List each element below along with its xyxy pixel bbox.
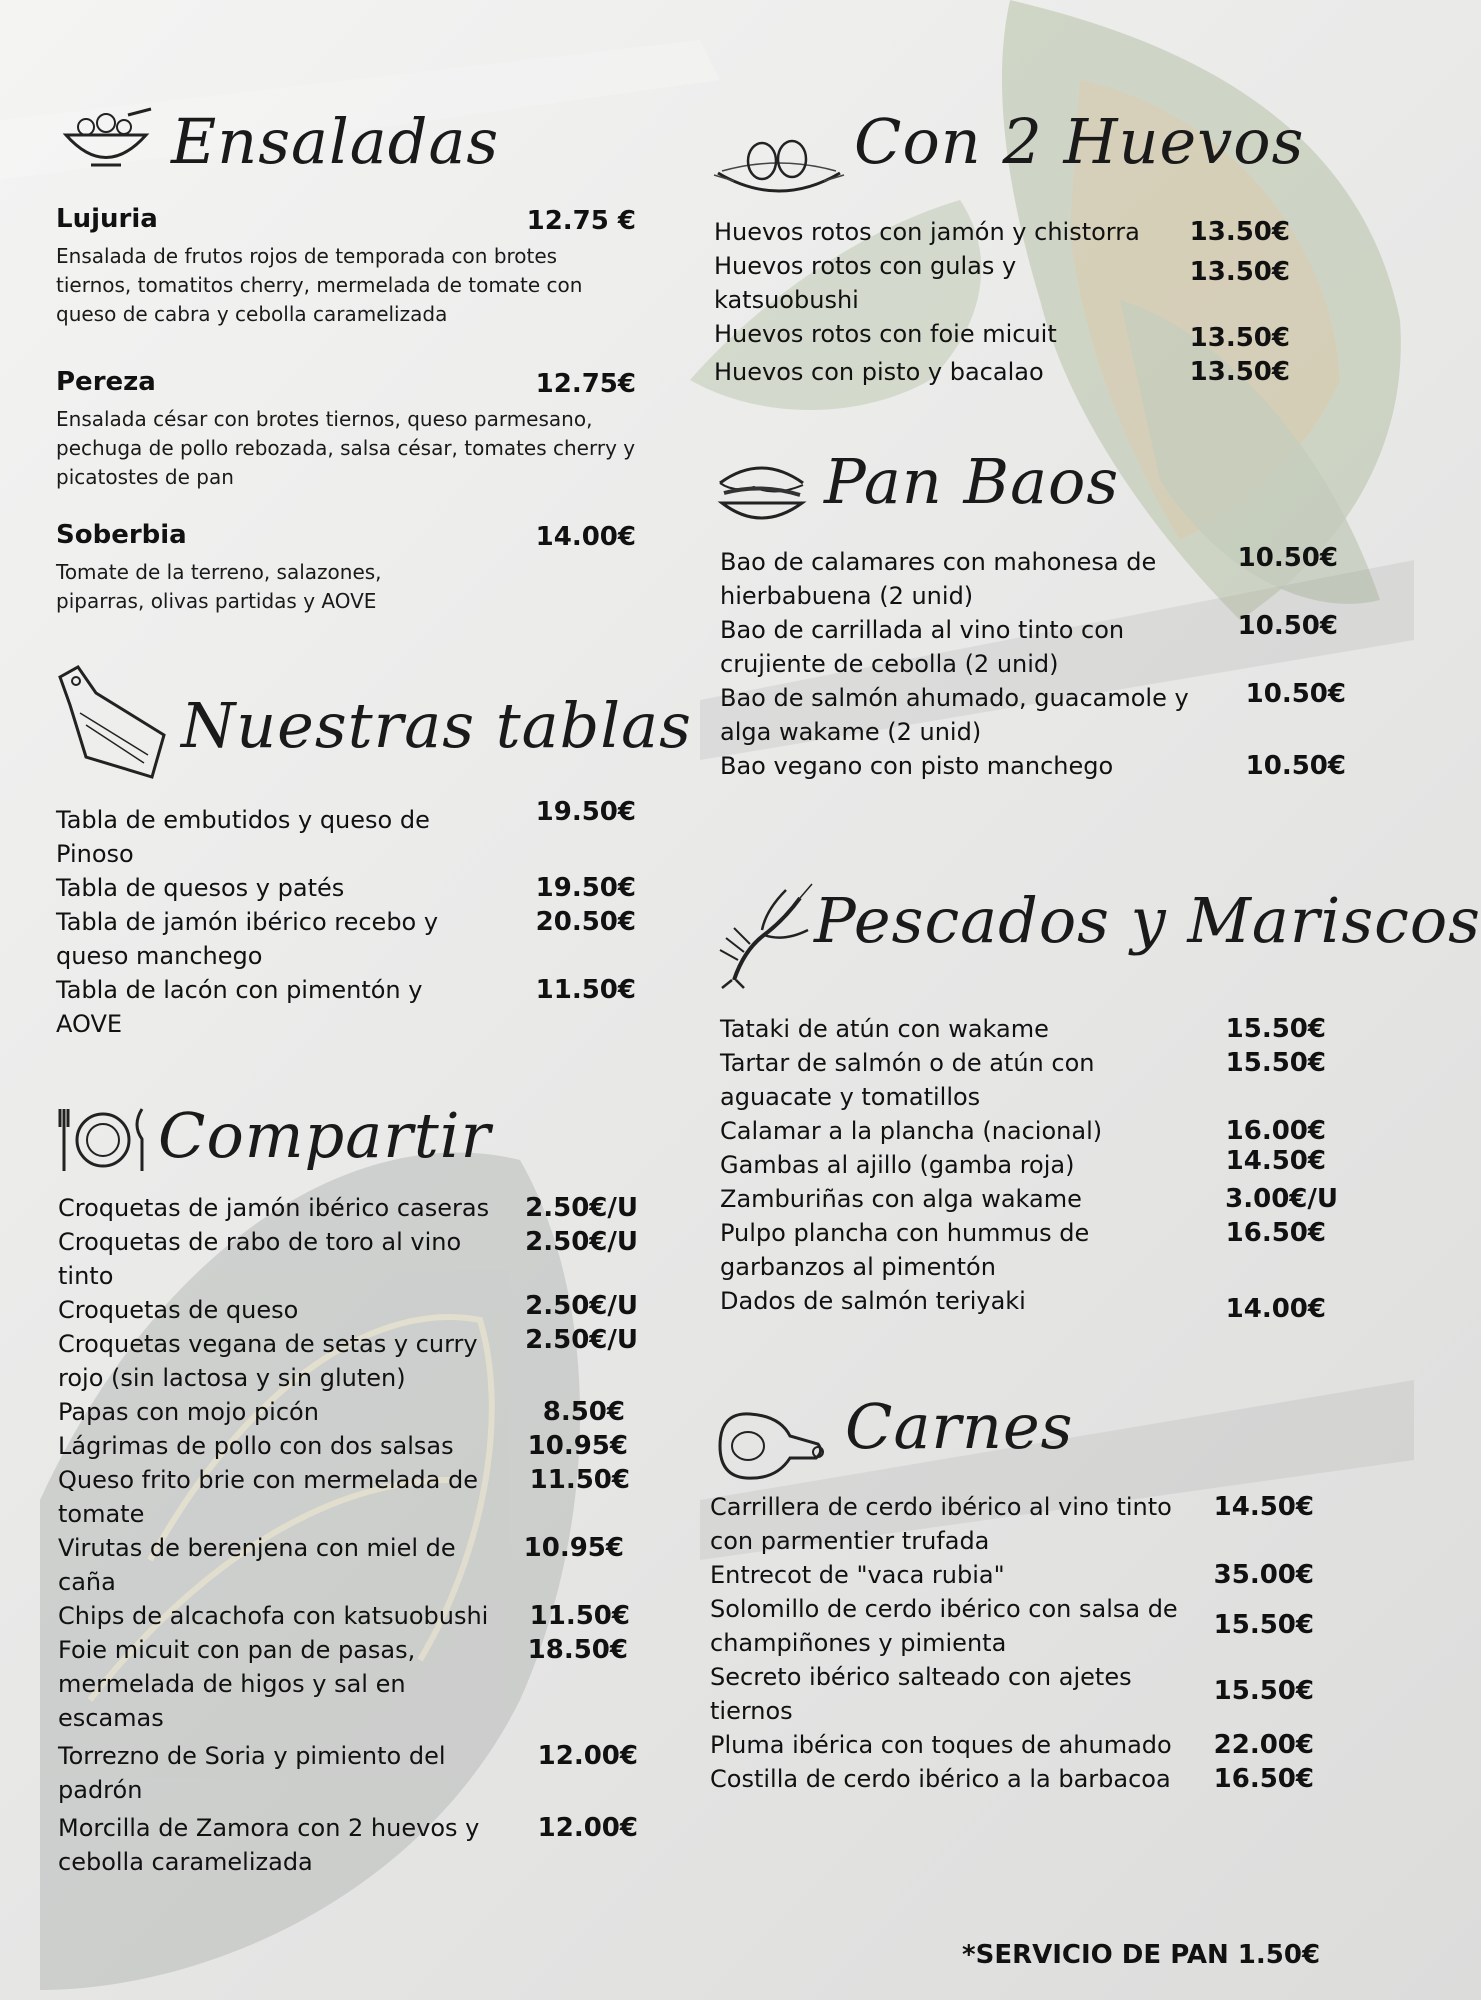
item-name: Gambas al ajillo (gamba roja) [720, 1151, 1075, 1179]
item-name: Tataki de atún con wakame [720, 1015, 1049, 1043]
item-description: Ensalada de frutos rojos de temporada con brotes tiernos, tomatitos cherry, mermelada de tomate con queso de cabra y cebolla caramelizada [56, 244, 583, 326]
item-price: 19.50€ [535, 797, 636, 827]
list-item [714, 355, 1340, 389]
item-price: 15.50€ [1225, 1048, 1326, 1078]
item-price: 14.50€ [1225, 1146, 1326, 1176]
item-name: Carrillera de cerdo ibérico al vino tinto con parmentier trufada [710, 1493, 1172, 1555]
section-header [714, 880, 1481, 1012]
item-name: Huevos rotos con gulas y katsuobushi [714, 252, 1017, 314]
list-item [720, 1182, 1354, 1216]
item-name: Queso frito brie con mermelada de tomate [58, 1466, 478, 1528]
item-name: Croquetas vegana de setas y curry rojo (sin lactosa y sin gluten) [58, 1330, 478, 1392]
item-name: Tabla de jamón ibérico recebo y queso manchego [56, 908, 439, 970]
item-name: Dados de salmón teriyaki [720, 1287, 1026, 1315]
baos-list [714, 545, 1354, 783]
plate-cutlery-icon [58, 1105, 148, 1175]
item-name: Solomillo de cerdo ibérico con salsa de champiñones y pimienta [710, 1595, 1178, 1657]
item-description: Ensalada césar con brotes tiernos, queso parmesano, pechuga de pollo rebozada, salsa césar, tomates cherry y picatostes de pan [56, 407, 636, 489]
item-name: Pereza [56, 367, 156, 397]
item-price: 15.50€ [1213, 1610, 1314, 1640]
item-name: Entrecot de "vaca rubia" [710, 1561, 1005, 1589]
item-name: Tabla de embutidos y queso de Pinoso [56, 806, 430, 868]
section-header [710, 1390, 1350, 1490]
item-name: Tabla de quesos y patés [56, 874, 345, 902]
list-item [56, 905, 636, 973]
compartir-list [58, 1191, 638, 1879]
list-item [720, 1046, 1354, 1114]
section-title: Pan Baos [824, 445, 1120, 518]
item-price: 12.75 € [526, 206, 636, 236]
item-price: 35.00€ [1213, 1560, 1314, 1590]
list-item [56, 516, 636, 616]
list-item [58, 1293, 638, 1327]
list-item [710, 1558, 1350, 1592]
item-price: 10.50€ [1237, 543, 1338, 573]
item-name: Croquetas de rabo de toro al vino tinto [58, 1228, 462, 1290]
item-name: Calamar a la plancha (nacional) [720, 1117, 1103, 1145]
list-item [710, 1728, 1350, 1762]
item-name: Chips de alcachofa con katsuobushi [58, 1602, 489, 1630]
eggs-nest-icon [714, 125, 844, 205]
section-huevos [714, 105, 1340, 389]
list-item [710, 1762, 1350, 1796]
list-item [720, 749, 1354, 783]
list-item [58, 1811, 638, 1879]
item-name: Costilla de cerdo ibérico a la barbacoa [710, 1765, 1171, 1793]
list-item [58, 1531, 638, 1599]
section-header [714, 105, 1340, 215]
item-price: 12.00€ [537, 1813, 638, 1843]
section-ensaladas [56, 105, 636, 616]
item-name: Lágrimas de pollo con dos salsas [58, 1432, 454, 1460]
section-title: Carnes [845, 1390, 1074, 1463]
item-price: 19.50€ [535, 873, 636, 903]
item-name: Croquetas de queso [58, 1296, 299, 1324]
item-name: Bao de carrillada al vino tinto con crujiente de cebolla (2 unid) [720, 616, 1125, 678]
item-price: 2.50€/U [525, 1325, 638, 1355]
section-compartir [58, 1099, 638, 1879]
list-item [710, 1490, 1350, 1558]
item-price: 3.00€/U [1225, 1184, 1338, 1214]
item-price: 14.50€ [1213, 1492, 1314, 1522]
item-price: 13.50€ [1189, 217, 1290, 247]
item-price: 11.50€ [529, 1465, 630, 1495]
item-price: 14.00€ [1225, 1294, 1326, 1324]
item-price: 12.00€ [537, 1741, 638, 1771]
list-item [720, 681, 1354, 749]
list-item [58, 1327, 638, 1395]
list-item [710, 1660, 1350, 1728]
section-header [56, 665, 692, 795]
list-item [58, 1739, 638, 1807]
list-item [56, 973, 636, 1041]
item-name: Croquetas de jamón ibérico caseras [58, 1194, 490, 1222]
item-price: 13.50€ [1189, 357, 1290, 387]
list-item [720, 1012, 1354, 1046]
tablas-list [56, 797, 636, 1041]
item-name: Huevos con pisto y bacalao [714, 358, 1044, 386]
item-name: Tabla de lacón con pimentón y AOVE [56, 976, 423, 1038]
item-price: 10.50€ [1245, 679, 1346, 709]
item-name: Morcilla de Zamora con 2 huevos y cebolla caramelizada [58, 1814, 480, 1876]
item-price: 14.00€ [535, 522, 636, 552]
list-item [720, 1216, 1354, 1284]
list-item [720, 613, 1354, 681]
section-baos [714, 445, 1354, 783]
item-name: Huevos rotos con jamón y chistorra [714, 218, 1140, 246]
list-item [58, 1429, 638, 1463]
section-header [714, 445, 1354, 545]
item-name: Foie micuit con pan de pasas, mermelada de higos y sal en escamas [58, 1636, 416, 1732]
list-item [714, 215, 1340, 249]
bread-service-note: *SERVICIO DE PAN 1.50€ [962, 1940, 1321, 1970]
item-price: 10.50€ [1237, 611, 1338, 641]
item-name: Torrezno de Soria y pimiento del padrón [58, 1742, 446, 1804]
list-item [720, 1284, 1354, 1326]
item-name: Secreto ibérico salteado con ajetes tiernos [710, 1663, 1132, 1725]
item-name: Tartar de salmón o de atún con aguacate y tomatillos [720, 1049, 1095, 1111]
section-tablas [56, 665, 692, 1041]
list-item [720, 545, 1354, 613]
item-name: Bao vegano con pisto manchego [720, 752, 1114, 780]
item-price: 10.50€ [1245, 751, 1346, 781]
item-name: Virutas de berenjena con miel de caña [58, 1534, 456, 1596]
list-item [56, 871, 636, 905]
section-title: Nuestras tablas [181, 689, 692, 762]
item-name: Pulpo plancha con hummus de garbanzos al pimentón [720, 1219, 1090, 1281]
item-price: 11.50€ [535, 975, 636, 1005]
item-price: 10.95€ [523, 1533, 624, 1563]
item-price: 22.00€ [1213, 1730, 1314, 1760]
item-price: 16.00€ [1225, 1116, 1326, 1146]
item-name: Soberbia [56, 520, 187, 550]
item-name: Huevos rotos con foie micuit [714, 320, 1057, 348]
pescados-list [714, 1012, 1354, 1326]
section-header [56, 105, 636, 200]
ensaladas-list [56, 200, 636, 616]
item-price: 15.50€ [1213, 1676, 1314, 1706]
item-price: 12.75€ [535, 369, 636, 399]
list-item [58, 1463, 638, 1531]
item-description: Tomate de la terreno, salazones, piparras, olivas partidas y AOVE [56, 560, 382, 613]
huevos-list [714, 215, 1340, 389]
carnes-list [710, 1490, 1350, 1796]
list-item [58, 1191, 638, 1225]
section-carnes [710, 1390, 1350, 1796]
item-price: 13.50€ [1189, 323, 1290, 353]
item-name: Papas con mojo picón [58, 1398, 319, 1426]
section-title: Con 2 Huevos [854, 105, 1305, 178]
item-price: 16.50€ [1225, 1218, 1326, 1248]
list-item [58, 1599, 638, 1633]
list-item [714, 249, 1340, 317]
item-price: 15.50€ [1225, 1014, 1326, 1044]
list-item [56, 797, 636, 871]
item-price: 2.50€/U [525, 1291, 638, 1321]
list-item [58, 1633, 638, 1735]
list-item [720, 1114, 1354, 1148]
list-item [720, 1148, 1354, 1182]
section-header [58, 1099, 638, 1191]
ham-leg-icon [710, 1406, 825, 1486]
list-item [56, 363, 636, 516]
item-price: 2.50€/U [525, 1227, 638, 1257]
item-name: Zamburiñas con alga wakame [720, 1185, 1082, 1213]
list-item [714, 317, 1340, 355]
item-price: 2.50€/U [525, 1193, 638, 1223]
item-price: 16.50€ [1213, 1764, 1314, 1794]
item-price: 10.95€ [527, 1431, 628, 1461]
section-title: Ensaladas [171, 105, 500, 178]
item-price: 20.50€ [535, 907, 636, 937]
salad-bowl-icon [56, 105, 156, 175]
section-title: Pescados y Mariscos [814, 884, 1481, 957]
item-name: Pluma ibérica con toques de ahumado [710, 1731, 1172, 1759]
list-item [56, 200, 636, 363]
item-name: Bao de calamares con mahonesa de hierbabuena (2 unid) [720, 548, 1157, 610]
list-item [58, 1225, 638, 1293]
section-title: Compartir [158, 1099, 492, 1172]
item-name: Lujuria [56, 204, 158, 234]
item-price: 13.50€ [1189, 257, 1290, 287]
list-item [710, 1592, 1350, 1660]
lobster-icon [714, 880, 814, 990]
section-pescados [714, 880, 1481, 1326]
list-item [58, 1395, 638, 1429]
bao-bun-icon [714, 453, 809, 533]
item-price: 11.50€ [529, 1601, 630, 1631]
cutting-board-icon [56, 665, 176, 780]
item-price: 8.50€ [542, 1397, 625, 1427]
item-price: 18.50€ [527, 1635, 628, 1665]
item-name: Bao de salmón ahumado, guacamole y alga wakame (2 unid) [720, 684, 1189, 746]
